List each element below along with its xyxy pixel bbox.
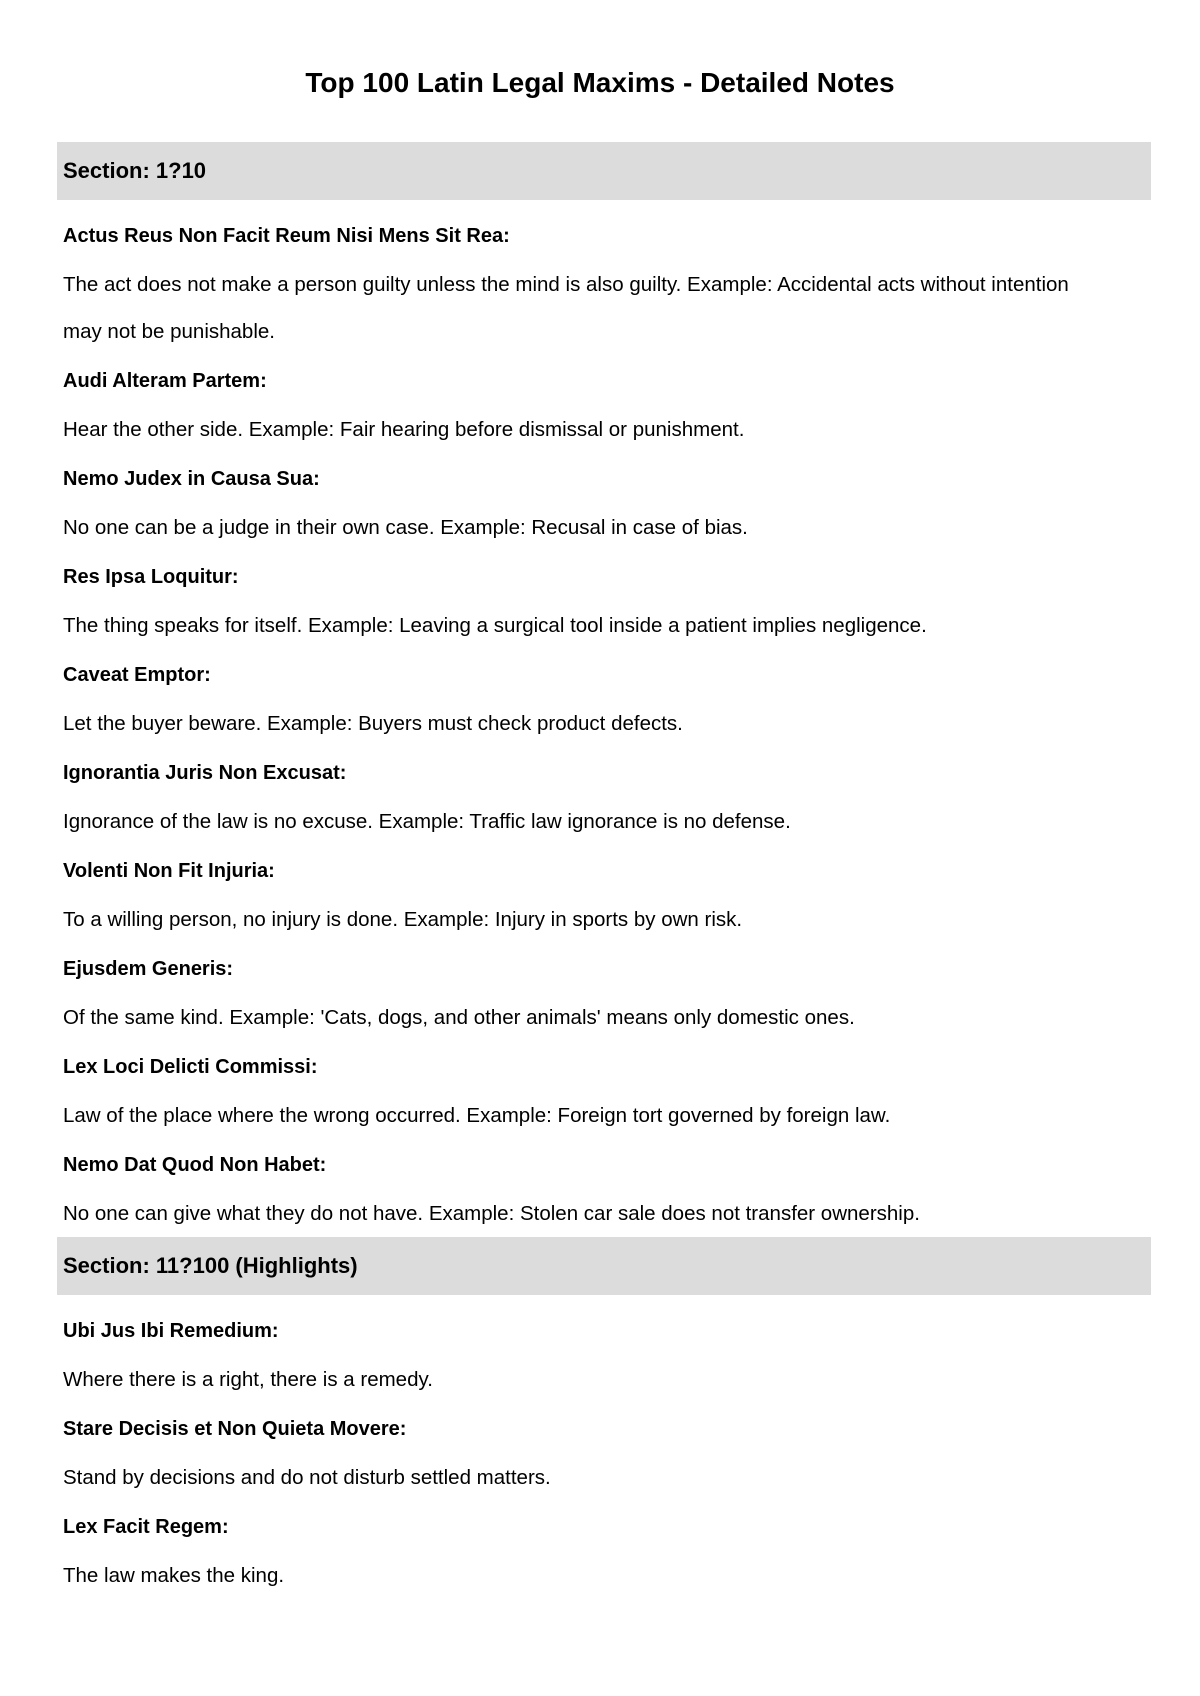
maxim-description: The law makes the king. bbox=[63, 1564, 285, 1587]
maxim-term: Ejusdem Generis: bbox=[63, 958, 234, 980]
maxim-entry bbox=[63, 650, 1091, 747]
maxim-entry bbox=[63, 846, 1091, 943]
maxim-description: The thing speaks for itself. Example: Leaving a surgical tool inside a patient implies negligence. bbox=[63, 614, 927, 637]
maxim-description: To a willing person, no injury is done. Example: Injury in sports by own risk. bbox=[63, 908, 743, 931]
maxim-term: Nemo Judex in Causa Sua: bbox=[63, 468, 320, 490]
maxim-entry bbox=[63, 748, 1091, 845]
entry-list bbox=[57, 200, 1151, 1237]
maxim-entry bbox=[63, 944, 1091, 1041]
section-header: Section: 1?10 bbox=[57, 142, 1151, 200]
maxim-description: Of the same kind. Example: 'Cats, dogs, and other animals' means only domestic ones. bbox=[63, 1006, 855, 1029]
section-header: Section: 11?100 (Highlights) bbox=[57, 1237, 1151, 1295]
maxim-term: Lex Loci Delicti Commissi: bbox=[63, 1056, 318, 1078]
maxim-entry bbox=[63, 1306, 1091, 1403]
entry-list bbox=[57, 1295, 1151, 1599]
maxim-term: Actus Reus Non Facit Reum Nisi Mens Sit Rea: bbox=[63, 225, 510, 247]
section-11-100-highlights bbox=[57, 1237, 1151, 1602]
maxim-description: Hear the other side. Example: Fair hearing before dismissal or punishment. bbox=[63, 418, 745, 441]
maxim-description: Where there is a right, there is a remedy. bbox=[63, 1368, 433, 1391]
maxim-description: The act does not make a person guilty unless the mind is also guilty. Example: Accidental acts without intention may not be punishable. bbox=[63, 273, 1069, 343]
maxim-term: Caveat Emptor: bbox=[63, 664, 211, 686]
maxim-description: Law of the place where the wrong occurred. Example: Foreign tort governed by foreign law. bbox=[63, 1104, 891, 1127]
maxim-term: Ignorantia Juris Non Excusat: bbox=[63, 762, 347, 784]
maxim-description: Let the buyer beware. Example: Buyers must check product defects. bbox=[63, 712, 683, 735]
maxim-term: Lex Facit Regem: bbox=[63, 1516, 229, 1538]
maxim-entry bbox=[63, 211, 1091, 355]
maxim-entry bbox=[63, 552, 1091, 649]
maxim-term: Res Ipsa Loquitur: bbox=[63, 566, 239, 588]
maxim-description: No one can give what they do not have. Example: Stolen car sale does not transfer ownership. bbox=[63, 1202, 920, 1225]
maxim-description: Ignorance of the law is no excuse. Example: Traffic law ignorance is no defense. bbox=[63, 810, 791, 833]
maxim-term: Stare Decisis et Non Quieta Movere: bbox=[63, 1418, 407, 1440]
document-title: Top 100 Latin Legal Maxims - Detailed Notes bbox=[305, 67, 895, 98]
maxim-term: Nemo Dat Quod Non Habet: bbox=[63, 1154, 327, 1176]
maxim-description: No one can be a judge in their own case. Example: Recusal in case of bias. bbox=[63, 516, 748, 539]
maxim-term: Volenti Non Fit Injuria: bbox=[63, 860, 275, 882]
maxim-entry bbox=[63, 1404, 1091, 1501]
maxim-term: Audi Alteram Partem: bbox=[63, 370, 267, 392]
maxim-entry bbox=[63, 356, 1091, 453]
maxim-entry bbox=[63, 1140, 1091, 1237]
maxim-term: Ubi Jus Ibi Remedium: bbox=[63, 1320, 279, 1342]
section-1-10 bbox=[57, 142, 1151, 1240]
maxim-description: Stand by decisions and do not disturb settled matters. bbox=[63, 1466, 551, 1489]
maxim-entry bbox=[63, 1042, 1091, 1139]
maxim-entry bbox=[63, 1502, 1091, 1599]
maxim-entry bbox=[63, 454, 1091, 551]
